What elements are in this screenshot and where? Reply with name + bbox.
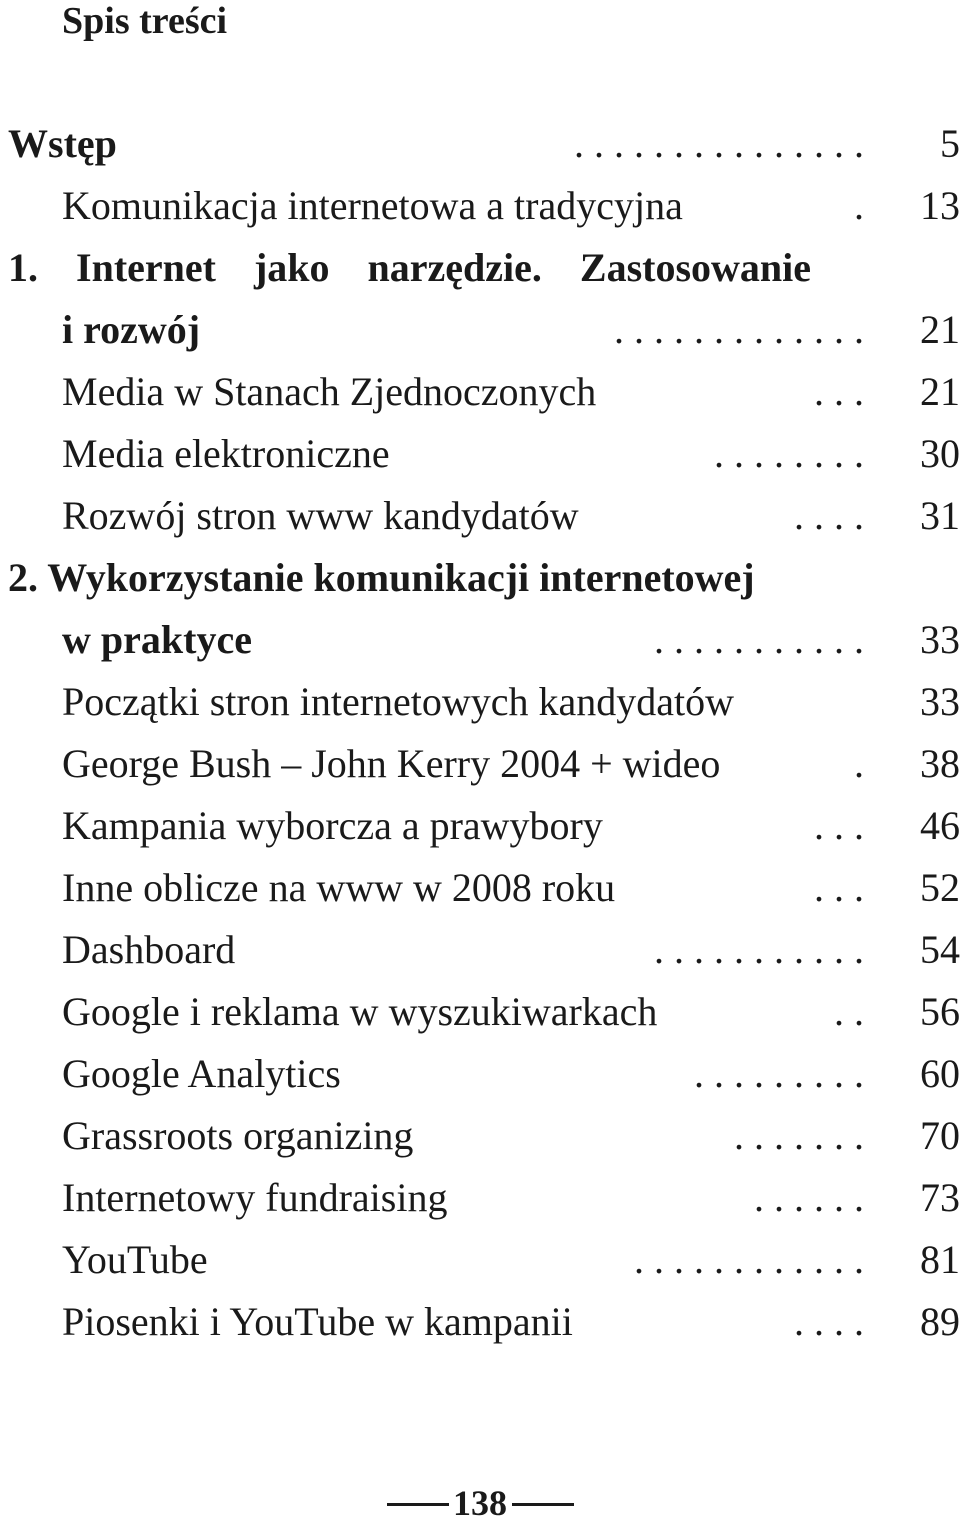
toc-entry-page: 33 xyxy=(920,679,960,724)
toc-entry-title: i rozwój xyxy=(62,307,201,352)
toc-entry[interactable] xyxy=(0,1169,960,1227)
toc-leader-dots: . . . . . . . xyxy=(734,1113,864,1158)
toc-entry[interactable] xyxy=(0,177,960,235)
toc-entry-page: 60 xyxy=(920,1051,960,1096)
toc-entry-title: Piosenki i YouTube w kampanii xyxy=(62,1299,573,1344)
toc-entry-page: 70 xyxy=(920,1113,960,1158)
toc-leader-dots: . . . . . . . . . xyxy=(694,1051,864,1096)
toc-entry-page: 89 xyxy=(920,1299,960,1344)
toc-leader-dots: . . . xyxy=(814,803,864,848)
toc-entry-title: 2. Wykorzystanie komunikacji internetowej xyxy=(8,555,755,600)
toc-entry[interactable] xyxy=(0,487,960,545)
toc-entry[interactable] xyxy=(0,1107,960,1165)
toc-entry[interactable] xyxy=(0,363,960,421)
toc-leader-dots: . . xyxy=(834,989,864,1034)
page-number: 138 xyxy=(453,1483,507,1523)
toc-entry-title: Kampania wyborcza a prawybory xyxy=(62,803,603,848)
toc-leader-dots: . . . . xyxy=(794,1299,864,1344)
toc-leader-dots: . . . . . . . . xyxy=(714,431,864,476)
toc-entry[interactable] xyxy=(0,1293,960,1351)
toc-entry[interactable] xyxy=(0,301,960,359)
toc-leader-dots: . xyxy=(854,741,864,786)
toc-entry-title: Internetowy fundraising xyxy=(62,1175,448,1220)
toc-leader-dots: . . . . . . xyxy=(754,1175,864,1220)
toc-entry-title: Media elektroniczne xyxy=(62,431,390,476)
toc-entry-title: Google Analytics xyxy=(62,1051,341,1096)
toc-entry-page: 81 xyxy=(920,1237,960,1282)
toc-entry-page: 54 xyxy=(920,927,960,972)
footer-dash-right xyxy=(512,1503,574,1506)
toc-entry-page: 73 xyxy=(920,1175,960,1220)
toc-entry-title: Grassroots organizing xyxy=(62,1113,414,1158)
toc-entry-title: Google i reklama w wyszukiwarkach xyxy=(62,989,658,1034)
toc-entry-title: George Bush – John Kerry 2004 + wideo xyxy=(62,741,721,786)
toc-entry-page: 38 xyxy=(920,741,960,786)
toc-entry-title: Media w Stanach Zjednoczonych xyxy=(62,369,597,414)
toc-entry-page: 56 xyxy=(920,989,960,1034)
toc-leader-dots: . . . . . . . . . . . xyxy=(654,927,864,972)
toc-leader-dots: . . . xyxy=(814,369,864,414)
toc-entry[interactable] xyxy=(0,115,960,173)
toc-entry-title: Rozwój stron www kandydatów xyxy=(62,493,579,538)
toc-entry[interactable] xyxy=(0,735,960,793)
toc-entry-page: 33 xyxy=(920,617,960,662)
toc-entry[interactable] xyxy=(0,1231,960,1289)
toc-entry-title: w praktyce xyxy=(62,617,252,662)
toc-entry-page: 21 xyxy=(920,307,960,352)
toc-entry[interactable] xyxy=(0,983,960,1041)
toc-entry[interactable] xyxy=(0,425,960,483)
toc-entry-page: 52 xyxy=(920,865,960,910)
toc-entry[interactable] xyxy=(0,673,960,731)
toc-entry[interactable] xyxy=(0,549,960,607)
toc-entry[interactable] xyxy=(0,797,960,855)
toc-leader-dots: . . . . . . . . . . . . . xyxy=(614,307,864,352)
toc-entry-page: 13 xyxy=(920,183,960,228)
toc-entry-page: 21 xyxy=(920,369,960,414)
toc-entry[interactable] xyxy=(0,239,960,297)
toc-entry[interactable] xyxy=(0,611,960,669)
toc-leader-dots: . . . . . . . . . . . . xyxy=(634,1237,864,1282)
toc-leader-dots: . . . . . . . . . . . . . . . xyxy=(574,121,864,166)
toc-entry-page: 30 xyxy=(920,431,960,476)
page-footer xyxy=(0,1478,960,1528)
toc-leader-dots: . . . . . . . . . . . xyxy=(654,617,864,662)
toc-entry-page: 31 xyxy=(920,493,960,538)
toc-entry-page: 46 xyxy=(920,803,960,848)
toc-entry-title: 1. Internet jako narzędzie. Zastosowanie xyxy=(8,245,812,290)
toc-entry-title: Inne oblicze na www w 2008 roku xyxy=(62,865,616,910)
toc-entry-title: Dashboard xyxy=(62,927,236,972)
toc-leader-dots: . . . . xyxy=(794,493,864,538)
toc-entry-title: Początki stron internetowych kandydatów xyxy=(62,679,735,724)
toc-leader-dots: . xyxy=(854,183,864,228)
toc-leader-dots: . . . xyxy=(814,865,864,910)
toc-entry-title: Komunikacja internetowa a tradycyjna xyxy=(62,183,683,228)
page-title: Spis treści xyxy=(62,0,228,42)
toc-entry-title: Wstęp xyxy=(8,121,117,166)
toc-entry-title: YouTube xyxy=(62,1237,208,1282)
toc-entry[interactable] xyxy=(0,859,960,917)
toc-entry[interactable] xyxy=(0,1045,960,1103)
toc-entry-page: 5 xyxy=(940,121,960,166)
toc-entry[interactable] xyxy=(0,921,960,979)
